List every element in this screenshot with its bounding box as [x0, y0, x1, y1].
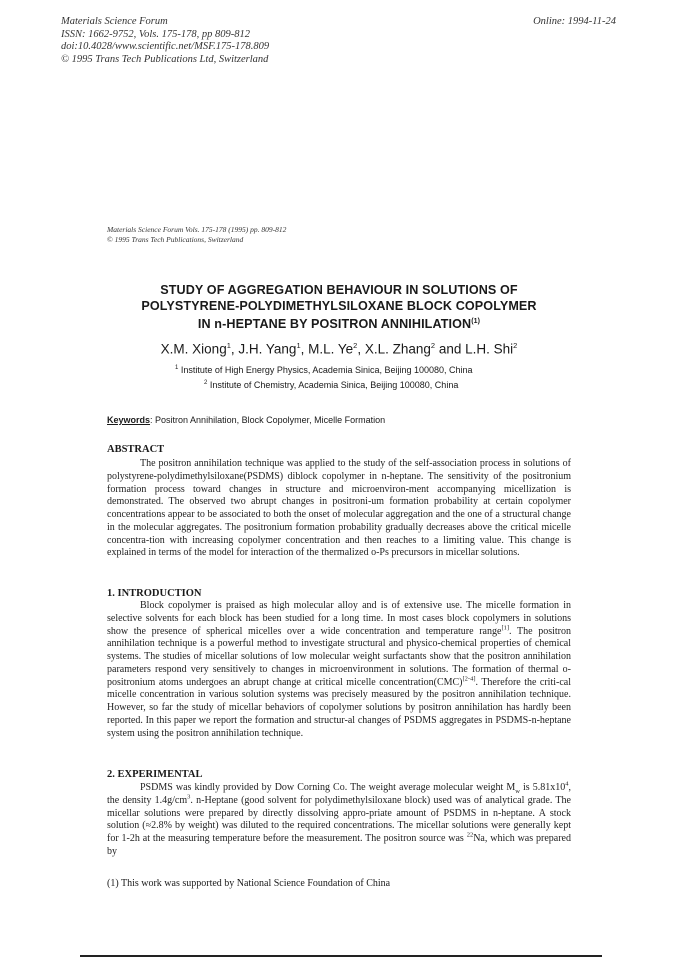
- online-date: Online: 1994-11-24: [533, 16, 616, 27]
- citation-ref: [1]: [501, 624, 510, 632]
- doi-link[interactable]: doi:10.4028/www.scientific.net/MSF.175-178.809: [61, 41, 270, 52]
- experimental-body: [107, 782, 571, 859]
- paper-title: [60, 282, 618, 332]
- author-separator: ,: [357, 341, 365, 357]
- copyright-line: © 1995 Trans Tech Publications Ltd, Switzerland: [61, 53, 269, 65]
- exp-text-5: Na, which was prepared by: [107, 833, 571, 857]
- intro-text-1: Block copolymer is praised as high molecular alloy and is of extensive use. The micelle formation in selective solvents for each block has been studied for a long time. In most cases block copolymers in solutions show the presence of spherical micelles over a wide concentration and temperature range: [107, 600, 571, 637]
- affiliation-mark: 2: [204, 380, 208, 386]
- abstract-text: The positron annihilation technique was applied to the study of the self-association process in solutions of polystyrene-polydimethylsiloxane(PSDMS) diblock copolymer in n-heptane. The sensitivity of the positronium formation process toward changes in structure and microenviron-ment accompanying micellization is demonstrated. The observed two abrupt changes in positroni-um formation probability at certain copolymer concentrations appear to be associated to both the onset of molecular aggregation and the one of a structural change in the molecular aggregates. The positronium formation probability gradually decreases above the critical micelle concentra-tion with increasing copolymer concentration and then reaches to a limiting value. This change is explained in terms of the model for interaction of the thermalized o-Ps precursors in micellar solutions.: [107, 458, 571, 559]
- title-line-1: STUDY OF AGGREGATION BEHAVIOUR IN SOLUTIONS OF: [160, 283, 518, 297]
- author: X.M. Xiong: [160, 341, 227, 357]
- bottom-rule: [80, 955, 602, 957]
- page-header: [61, 16, 269, 66]
- introduction-heading: 1. INTRODUCTION: [107, 588, 202, 599]
- author: L.H. Shi: [465, 341, 514, 357]
- affiliation-2: [204, 380, 458, 390]
- footnote: (1) This work was supported by National Science Foundation of China: [107, 878, 391, 889]
- experimental-heading: 2. EXPERIMENTAL: [107, 769, 203, 780]
- abstract-body: [107, 458, 571, 560]
- keywords-text: Positron Annihilation, Block Copolymer, Micelle Formation: [152, 415, 386, 425]
- title-footnote-mark: (1): [471, 318, 481, 325]
- author-affil-mark: 2: [353, 341, 358, 350]
- affiliation-1: [175, 365, 473, 375]
- title-line-3-text: IN n-HEPTANE BY POSITRON ANNIHILATION: [197, 317, 472, 332]
- subscript-w: w: [515, 788, 520, 795]
- exp-text-2: is 5.81x10: [519, 782, 566, 793]
- exponent: 3: [187, 793, 191, 801]
- introduction-body: [107, 600, 571, 740]
- title-line-2: POLYSTYRENE-POLYDIMETHYLSILOXANE BLOCK COPOLYMER: [141, 299, 537, 313]
- keywords-label: Keywords: [107, 415, 151, 425]
- keywords-colon: :: [150, 415, 153, 425]
- author-list: [60, 341, 618, 357]
- author-affil-mark: 2: [430, 341, 436, 350]
- original-journal-ref: [107, 225, 286, 245]
- author: J.H. Yang: [238, 341, 297, 357]
- exp-text-4: . n-Heptane (good solvent for polydimethylsiloxane block) used was of analytical grade. The micellar solutions were prepared by directly dissolving appro-priate amount of PSDMS in n-heptane. A stock solution (≈2.8% by weight) was diluted to the required concentrations. The micellar solutions were generally kept for 1-2h at the measuring temperature before the measurement. The positron source was: [107, 794, 571, 844]
- author: X.L. Zhang: [364, 341, 431, 357]
- author-conjunction: and: [435, 341, 466, 357]
- intro-text-3: . Therefore the criti-cal micelle concentration in various solution systems was precisely measured by the positron annihilation technique. However, so far the study of micellar behaviors of copolymer solutions by positron annihilation has hardly been reported. In this paper we report the formation and structur-al changes of PSDMS aggregates in PSDMS-n-heptane system using the positron annihilation technique.: [107, 676, 572, 739]
- isotope-mass: 22: [466, 831, 474, 839]
- journal-ref-line: Materials Science Forum Vols. 175-178 (1995) pp. 809-812: [107, 225, 287, 234]
- author: M.L. Ye: [308, 341, 354, 357]
- affiliation-mark: 1: [175, 365, 179, 371]
- exp-text-1: PSDMS was kindly provided by Dow Corning Co. The weight average molecular weight M: [140, 782, 516, 793]
- keywords-line: [107, 415, 385, 425]
- author-affil-mark: 2: [513, 341, 518, 350]
- exp-text-3: , the density 1.4g/cm: [107, 782, 571, 806]
- journal-name: Materials Science Forum: [61, 16, 168, 27]
- author-affil-mark: 1: [226, 341, 231, 350]
- title-line-3: [60, 314, 618, 332]
- exponent: 4: [565, 780, 569, 788]
- author-separator: ,: [300, 341, 309, 357]
- issn-line: ISSN: 1662-9752, Vols. 175-178, pp 809-812: [61, 28, 250, 40]
- abstract-heading: ABSTRACT: [107, 444, 165, 455]
- author-affil-mark: 1: [296, 341, 301, 350]
- affiliation-text: Institute of Chemistry, Academia Sinica, Beijing 100080, China: [209, 380, 459, 390]
- journal-ref-copyright: © 1995 Trans Tech Publications, Switzerland: [107, 235, 244, 244]
- affiliation-text: Institute of High Energy Physics, Academia Sinica, Beijing 100080, China: [180, 365, 473, 375]
- author-separator: ,: [230, 341, 239, 357]
- citation-ref: [2-4]: [462, 675, 476, 683]
- intro-text-2: . The positron annihilation technique is a powerful method to investigate structural and physico-chemical properties of chemical systems. The studies of micellar solutions of low molecular weight surfactants show that the positron annihilation parameters respond very sensitively to changes in microenvironment in solutions. The formation of thermal o-positronium atoms undergoes an abrupt change at critical micelle concentration(CMC): [107, 625, 571, 688]
